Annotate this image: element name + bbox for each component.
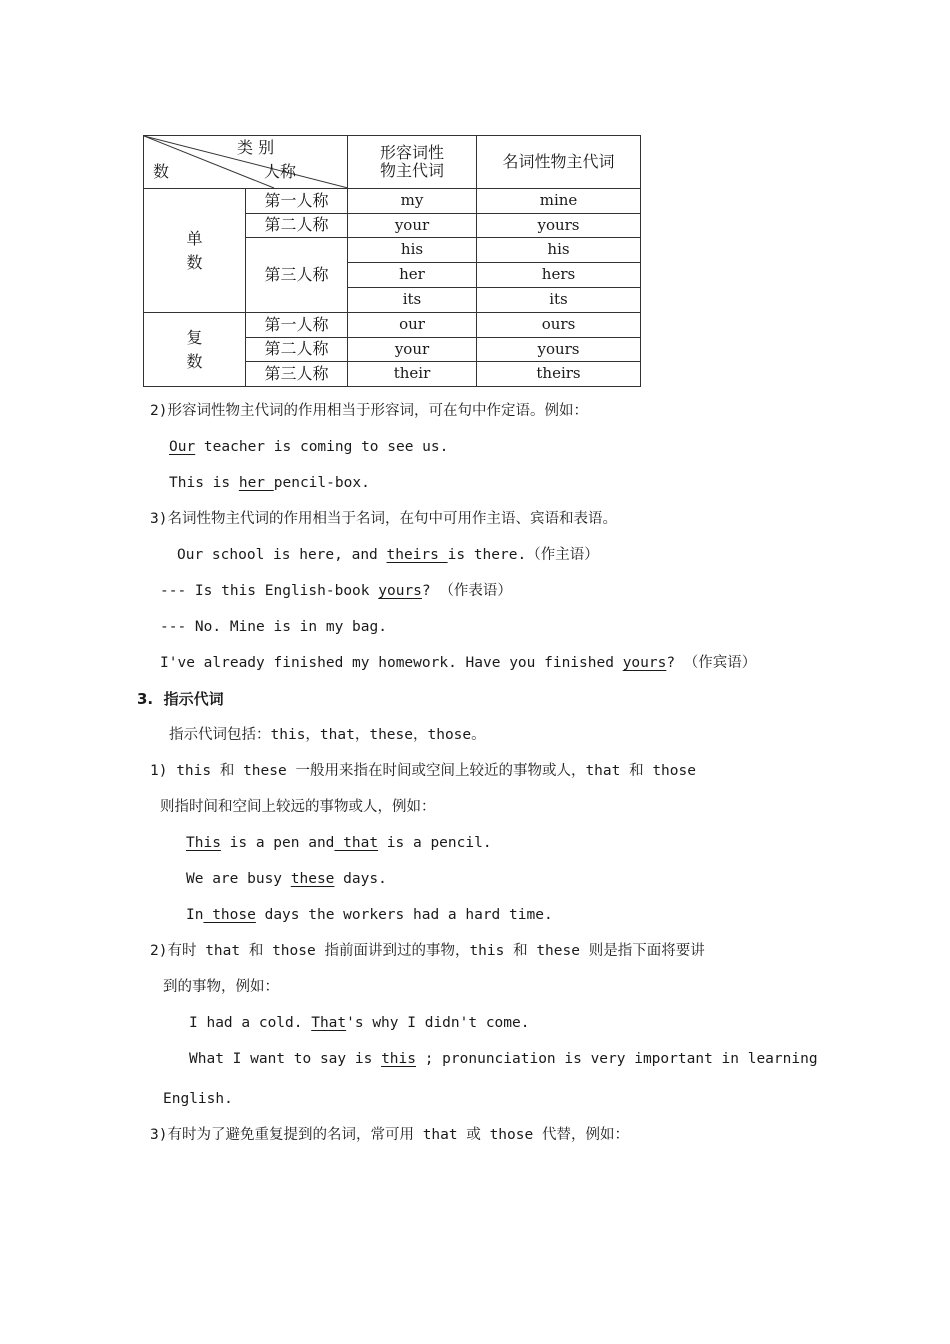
cell-adjective: his: [348, 238, 477, 263]
cell-adjective: your: [348, 214, 477, 238]
underlined-word: theirs: [386, 547, 448, 563]
group-singular: 单 数: [144, 189, 246, 313]
demonstrative-list: 指示代词包括：this，that，these，those。: [169, 727, 486, 743]
underlined-word: these: [290, 871, 335, 887]
rule-avoid-repetition: 3)有时为了避免重复提到的名词，常可用 that 或 those 代替，例如：: [150, 1127, 629, 1143]
rule-noun-possessive: 3)名词性物主代词的作用相当于名词，在句中可用作主语、宾语和表语。: [150, 511, 617, 527]
rule-adjective-possessive: 2)形容词性物主代词的作用相当于形容词，可在句中作定语。例如：: [150, 403, 588, 419]
underlined-word: this: [381, 1051, 416, 1067]
column-header-noun-possessive: 名词性物主代词: [477, 136, 641, 189]
header-category-label: 类 别: [237, 138, 275, 157]
rule-near-far-cont: 则指时间和空间上较远的事物或人，例如：: [160, 799, 436, 815]
cell-noun: yours: [477, 214, 641, 238]
cell-adjective: my: [348, 189, 477, 214]
person-first: 第一人称: [246, 189, 348, 214]
example-sentence: This is a pen and that is a pencil.: [186, 835, 492, 851]
underlined-word: That: [311, 1015, 347, 1031]
person-second: 第二人称: [246, 214, 348, 238]
example-sentence: --- No. Mine is in my bag.: [160, 619, 387, 635]
underlined-word: that: [334, 835, 379, 851]
underlined-word: Our: [169, 439, 196, 455]
cell-adjective: your: [348, 338, 477, 362]
underlined-word: those: [203, 907, 256, 923]
cell-noun: yours: [477, 338, 641, 362]
cell-adjective: its: [348, 288, 477, 313]
example-sentence-cont: English.: [163, 1091, 233, 1107]
example-sentence: I've already finished my homework. Have you finished yours? （作宾语）: [160, 655, 757, 671]
underlined-word: her: [238, 475, 274, 491]
person-second: 第二人称: [246, 338, 348, 362]
example-sentence: We are busy these days.: [186, 871, 387, 887]
cell-noun: mine: [477, 189, 641, 214]
underlined-word: yours: [622, 655, 667, 671]
possessive-pronoun-table: [143, 135, 641, 387]
rule-previous-following-cont: 到的事物，例如：: [163, 979, 279, 995]
cell-noun: hers: [477, 263, 641, 288]
cell-adjective: her: [348, 263, 477, 288]
header-person-label: 人称: [264, 162, 297, 181]
group-plural: 复 数: [144, 313, 246, 387]
header-number-label: 数: [153, 162, 170, 181]
cell-adjective: their: [348, 362, 477, 387]
example-sentence: In those days the workers had a hard time.: [186, 907, 553, 923]
underlined-word: This: [186, 835, 221, 851]
person-third: 第三人称: [246, 238, 348, 313]
example-sentence: This is her pencil-box.: [169, 475, 370, 491]
underlined-word: yours: [378, 583, 422, 599]
cell-noun: theirs: [477, 362, 641, 387]
example-sentence: --- Is this English-book yours? （作表语）: [160, 583, 512, 599]
cell-noun: its: [477, 288, 641, 313]
example-sentence: What I want to say is this ; pronunciation is very important in learning: [189, 1051, 818, 1067]
rule-near-far: 1) this 和 these 一般用来指在时间或空间上较近的事物或人，that 和 those: [150, 763, 696, 779]
example-sentence: Our school is here, and theirs is there.（作主语）: [177, 547, 599, 563]
column-header-adjective-possessive: 形容词性 物主代词: [348, 136, 477, 189]
cell-noun: ours: [477, 313, 641, 338]
cell-adjective: our: [348, 313, 477, 338]
example-sentence: I had a cold. That's why I didn't come.: [189, 1015, 530, 1031]
person-third: 第三人称: [246, 362, 348, 387]
rule-previous-following: 2)有时 that 和 those 指前面讲到过的事物，this 和 these 则是指下面将要讲: [150, 943, 705, 959]
cell-noun: his: [477, 238, 641, 263]
diagonal-header-cell: [144, 136, 348, 189]
person-first: 第一人称: [246, 313, 348, 338]
section-heading-demonstrative: 3. 指示代词: [137, 690, 224, 708]
example-sentence: Our teacher is coming to see us.: [169, 439, 449, 455]
